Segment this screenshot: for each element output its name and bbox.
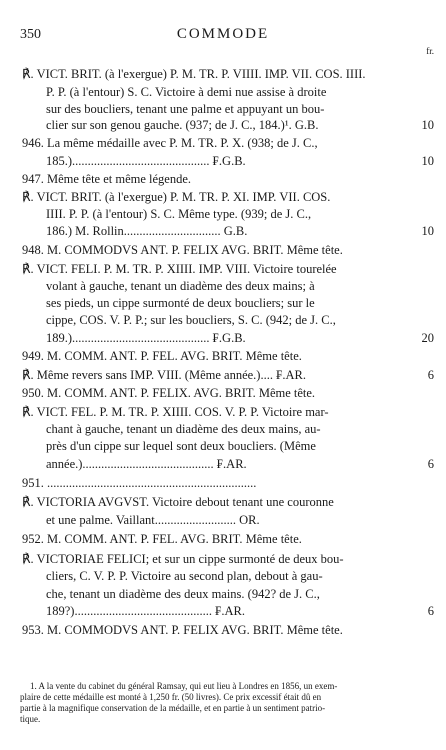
entry-line: P. P. (à l'entour) S. C. Victoire à demi nue assise à droite <box>46 85 327 99</box>
entry-line: volant à gauche, tenant un diadème des deux mains; à <box>46 279 315 293</box>
price-value: 20 <box>421 331 434 345</box>
footnote-line: partie à la magnifique conservation de la médaille, et en partie à un sentiment patrio- <box>20 703 326 713</box>
entry-line: 947. Même tête et même légende. <box>22 172 192 186</box>
entry-line: 950. M. COMM. ANT. P. FELIX. AVG. BRIT. Même tête. <box>22 386 316 400</box>
entry-line: 953. M. COMMODVS ANT. P. FELIX AVG. BRIT. Même tête. <box>22 623 343 637</box>
entry-line: clier sur son genou gauche. (937; de J. C., 184.)¹. G.B. <box>46 118 319 132</box>
price-value: 6 <box>427 457 434 471</box>
entry-line: chant à gauche, tenant un diadème des deux mains, au- <box>46 422 321 436</box>
entry-line: ℟. VICT. BRIT. (à l'exergue) P. M. TR. P. VIIII. IMP. VII. COS. IIII. <box>22 67 366 81</box>
page-title: COMMODE <box>176 26 270 42</box>
footnote-line: plaire de cette médaille est monté à 1,250 fr. (50 livres). Ce prix excessif était dû en <box>20 692 322 702</box>
entry-line: 946. La même médaille avec P. M. TR. P. X. (938; de J. C., <box>22 136 318 150</box>
footnote-line: 1. A la vente du cabinet du général Ramsay, qui eut lieu à Londres en 1856, un exem- <box>30 681 338 691</box>
price-value: 10 <box>421 224 434 238</box>
value-column-header: fr. <box>426 46 434 56</box>
entry-line: 951. ................................................................... <box>22 476 257 490</box>
entry-line: ℟. VICT. FELI. P. M. TR. P. XIIII. IMP. VIII. Victoire tourelée <box>22 262 337 276</box>
entry-line: IIII. P. P. (à l'entour) S. C. Même type. (939; de J. C., <box>46 207 312 221</box>
price-value: 6 <box>427 604 434 618</box>
entry-line: che, tenant un diadème des deux mains. (942? de J. C., <box>46 587 320 601</box>
footnote-line: tique. <box>20 714 41 724</box>
entry-line: ℟. VICTORIAE FELICI; et sur un cippe surmonté de deux bou- <box>22 552 344 566</box>
entry-line: cippe, COS. V. P. P.; sur les boucliers, S. C. (942; de J. C., <box>46 313 336 327</box>
entry-line: près d'un cippe sur lequel sont deux boucliers. (Même <box>46 439 316 453</box>
entry-line: 189.)............................................ ₣.G.B. <box>46 331 246 345</box>
entry-line: ℟. VICT. BRIT. (à l'exergue) P. M. TR. P. XI. IMP. VII. COS. <box>22 190 331 204</box>
entry-line: cliers, C. V. P. P. Victoire au second plan, debout à gau- <box>46 569 323 583</box>
entry-line: 189?)............................................ ₣.AR. <box>46 604 245 618</box>
price-value: 6 <box>427 368 434 382</box>
entry-line: année.).......................................... ₣.AR. <box>46 457 247 471</box>
page-number: 350 <box>20 27 41 42</box>
entry-line: et une palme. Vaillant.......................... OR. <box>46 513 260 527</box>
entry-line: 185.)............................................ ₣.G.B. <box>46 154 246 168</box>
entry-line: ℟. Même revers sans IMP. VIII. (Même année.).... ₣.AR. <box>22 368 306 382</box>
price-value: 10 <box>421 118 434 132</box>
entry-line: 949. M. COMM. ANT. P. FEL. AVG. BRIT. Même tête. <box>22 349 302 363</box>
price-value: 10 <box>421 154 434 168</box>
entry-line: ses pieds, un cippe surmonté de deux boucliers; sur le <box>46 296 315 310</box>
entry-line: ℟. VICT. FEL. P. M. TR. P. XIIII. COS. V. P. P. Victoire mar- <box>22 405 329 419</box>
entry-line: 952. M. COMM. ANT. P. FEL. AVG. BRIT. Même tête. <box>22 532 302 546</box>
entry-line: 186.) M. Rollin............................... G.B. <box>46 224 248 238</box>
entry-line: ℟. VICTORIA AVGVST. Victoire debout tenant une couronne <box>22 495 334 509</box>
entry-line: sur des boucliers, tenant une palme et appuyant un bou- <box>46 102 325 116</box>
entry-line: 948. M. COMMODVS ANT. P. FELIX AVG. BRIT. Même tête. <box>22 243 343 257</box>
